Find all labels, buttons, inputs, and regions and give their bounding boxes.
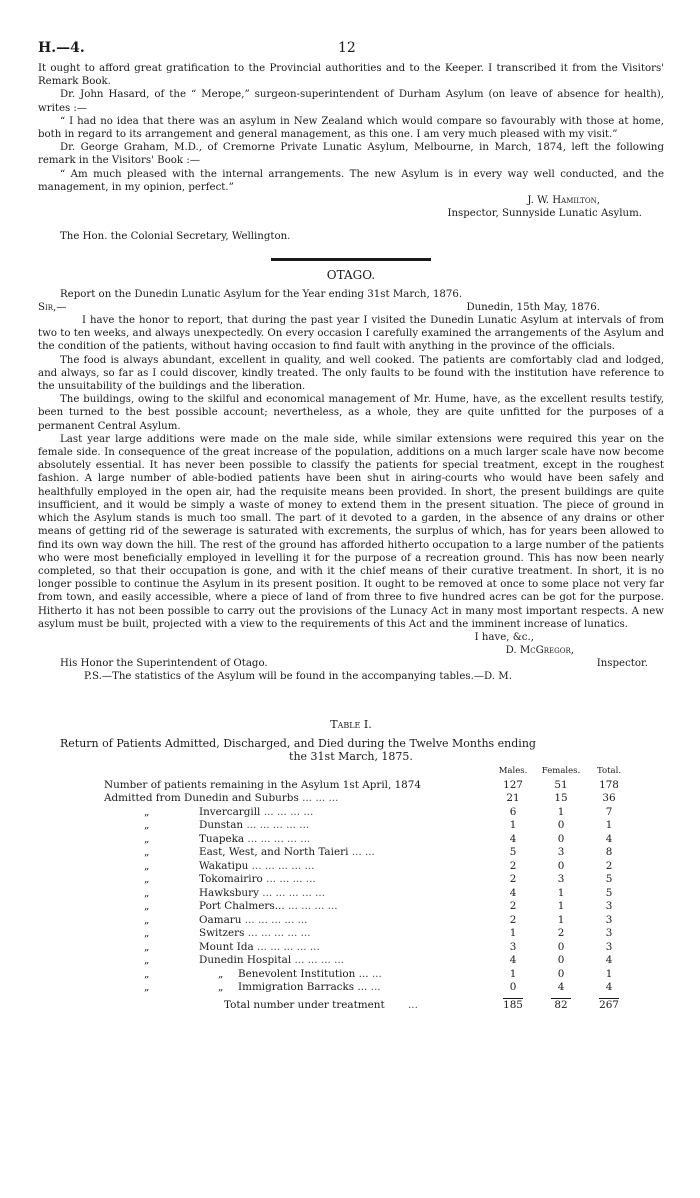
page-header — [38, 42, 664, 62]
cell-total: 8 — [605, 846, 613, 859]
total-label: Total number under treatment — [224, 998, 385, 1011]
signature-title-mcgregor: Inspector. — [596, 658, 648, 670]
row-label: Tuapeka — [199, 832, 245, 845]
leader-dots: ... ... ... ... — [266, 873, 316, 886]
ditto-mark: „ — [144, 819, 150, 832]
cell-females: 1 — [557, 913, 565, 926]
cell-males: 2 — [509, 900, 517, 913]
table-caption-line-1: Return of Patients Admitted, Discharged, and Died during the Twelve Months ending — [60, 736, 536, 750]
cell-females: 1 — [557, 900, 565, 913]
column-header-total: Total. — [596, 766, 622, 777]
signature-name-mcgregor: D. McGregor, — [505, 645, 574, 657]
ditto-mark: „ — [144, 967, 150, 980]
ditto-mark: „ — [144, 954, 150, 967]
cell-total: 2 — [605, 859, 613, 872]
cell-total: 3 — [605, 940, 613, 953]
salutation: Sir,— — [38, 302, 67, 314]
ditto-mark: „ — [144, 913, 150, 926]
cell-males: 127 — [503, 778, 523, 791]
report-title: Report on the Dunedin Lunatic Asylum for the Year ending 31st March, 1876. — [60, 288, 463, 300]
leader-dots: ... ... ... ... ... — [247, 832, 311, 845]
leader-dots: ... — [371, 967, 382, 980]
report-paragraph-4: Last year large additions were made on the male side, while similar extensions were required this year on the female side. In consequence of the great increase of the population, additions on a much larger scale have now become absolutely essential. It has never been possible to classify the patients for special treatment, except in the roughest fashion. A large number of able-bodied patients have been shut in airing-courts who would have been safely and healthfully employed in the open air, had the requisite means been provided. In short, the present buildings are quite insufficient, and it would be simply a waste of money to extend them in the present situation. The piece of ground in which the Asylum stands is much too small. The part of it devoted to a garden, in the absence of any drains or other means of getting rid of the sewerage is saturated with excrements, the surplus of which, has for years been allowed to find its own way down the hill. The rest of the ground has afforded hitherto occupation to a large number of the patients who were most beneficially employed in levelling it for the purpose of a recreation ground. This has now been nearly completed, so that their occupation is gone, and with it the chief means of their curative treatment. In short, it is no longer possible to continue the Asylum in its present position. It ought to be removed at once to some place not very far from town, and easily accessible, where a piece of land of from three to five hundred acres can be got for the purpose. Hitherto it has not been possible to carry out the provisions of the Lunacy Act in many most important respects. A new asylum must be built, projected with a view to the requirements of this Act and the imminent increase of lunatics. — [38, 433, 664, 630]
row-label: Switzers — [199, 927, 245, 940]
cell-total: 178 — [599, 778, 619, 791]
cell-females: 15 — [554, 792, 568, 805]
cell-total: 5 — [605, 873, 613, 886]
intro-paragraph-2: Dr. John Hasard, of the “ Merope,” surgeon-superintendent of Durham Asylum (on leave of absence for health), writes :— — [38, 89, 664, 114]
total-males: 185 — [503, 998, 523, 1011]
leader-dots: ... ... — [351, 846, 375, 859]
cell-females: 0 — [557, 832, 565, 845]
cell-total: 36 — [602, 792, 616, 805]
row-label: Hawksbury — [199, 886, 259, 899]
total-females: 82 — [554, 998, 568, 1011]
cell-females: 0 — [557, 819, 565, 832]
returns-table — [104, 765, 633, 1012]
cell-females: 1 — [557, 805, 565, 818]
signature-name-hamilton: J. W. Hamilton, — [527, 195, 600, 207]
ditto-mark: „ — [144, 805, 150, 818]
cell-females: 2 — [557, 927, 565, 940]
cell-males: 4 — [509, 954, 517, 967]
row-label: Dunstan — [199, 819, 244, 832]
column-header-females: Females. — [541, 766, 581, 777]
cell-total: 1 — [605, 819, 613, 832]
row-label: Oamaru — [199, 913, 242, 926]
cell-total: 3 — [605, 927, 613, 940]
table-row — [104, 968, 633, 982]
addressee-line — [38, 657, 664, 670]
ditto-mark: „ — [144, 859, 150, 872]
table-row — [104, 792, 633, 806]
table-row — [104, 914, 633, 928]
report-paragraph-2: The food is always abundant, excellent in quality, and well cooked. The patients are comfortably clad and lodged, and always, so far as I could discover, kindly treated. The only faults to be found with the institution have reference to the unsuitability of the buildings and the liberation. — [38, 354, 664, 393]
table-row — [104, 954, 633, 968]
row-label: Benevolent Institution ... — [238, 967, 369, 980]
place-date: Dunedin, 15th May, 1876. — [466, 302, 600, 314]
cell-females: 0 — [557, 954, 565, 967]
cell-total: 4 — [605, 832, 613, 845]
leader-dots: ... ... ... ... ... — [257, 940, 320, 953]
cell-total: 4 — [605, 981, 613, 994]
postscript: P.S.—The statistics of the Asylum will be found in the accompanying tables.—D. M. — [84, 671, 512, 683]
table-row — [104, 873, 633, 887]
leader-dots: ... ... ... ... — [294, 954, 345, 967]
table-row — [104, 833, 633, 847]
cell-total: 3 — [605, 900, 613, 913]
intro-quote-2: “ Am much pleased with the internal arrangements. The new Asylum is in every way well conducted, and the management, in my opinion, perfect.” — [38, 168, 664, 193]
cell-males: 2 — [509, 913, 517, 926]
ditto-mark: „ — [144, 873, 150, 886]
intro-quote-1: “ I had no idea that there was an asylum in New Zealand which would compare so favourably with those at home, both in regard to its arrangement and general management, as this one. I am very much pleased with my visit.” — [38, 115, 664, 141]
cell-males: 4 — [509, 886, 517, 899]
cell-total: 3 — [605, 913, 613, 926]
leader-dots: ... — [407, 998, 418, 1011]
leader-dots: ... — [370, 981, 381, 994]
cell-total: 1 — [605, 967, 613, 980]
intro-paragraph-3: Dr. George Graham, M.D., of Cremorne Private Lunatic Asylum, Melbourne, in March, 1874, left the following remark in the Visitors' Book :— — [38, 142, 664, 167]
ditto-mark: „ — [144, 940, 150, 953]
cell-females: 51 — [554, 778, 568, 791]
leader-dots: ... ... ... ... ... — [262, 886, 326, 899]
cell-males: 2 — [509, 873, 517, 886]
cell-females: 0 — [557, 859, 565, 872]
addressee-superintendent: His Honor the Superintendent of Otago. — [60, 658, 268, 670]
row-label: Number of patients remaining in the Asylum 1st April, 1874 — [104, 778, 422, 791]
table-row — [104, 887, 633, 901]
cell-males: 3 — [509, 940, 517, 953]
leader-dots: ... ... ... ... ... — [244, 913, 308, 926]
section-divider — [271, 258, 431, 261]
document-page — [38, 42, 664, 1012]
cell-total: 7 — [605, 805, 613, 818]
table-header-row — [104, 765, 633, 779]
ditto-mark: „ — [144, 846, 150, 859]
salutation-line — [38, 301, 664, 314]
page-number: 12 — [338, 40, 356, 56]
table-row — [104, 927, 633, 941]
cell-females: 4 — [557, 981, 565, 994]
table-row — [104, 981, 633, 995]
section-heading-otago: OTAGO. — [326, 267, 376, 282]
ditto-mark: „ — [144, 927, 150, 940]
table-row — [104, 819, 633, 833]
addressee-colonial-secretary: The Hon. the Colonial Secretary, Wellington. — [60, 231, 291, 243]
cell-females: 1 — [557, 886, 565, 899]
leader-dots: ... ... ... ... ... — [246, 819, 310, 832]
cell-males: 1 — [509, 967, 517, 980]
cell-males: 0 — [509, 981, 517, 994]
signature-title-hamilton: Inspector, Sunnyside Lunatic Asylum. — [447, 208, 642, 220]
table-row — [104, 846, 633, 860]
cell-total: 5 — [605, 886, 613, 899]
table-title: Table I. — [330, 717, 372, 731]
table-row — [104, 779, 633, 793]
cell-females: 3 — [557, 873, 565, 886]
row-label: Dunedin Hospital — [199, 954, 292, 967]
leader-dots: ... ... ... ... ... — [251, 859, 315, 872]
cell-females: 3 — [557, 846, 565, 859]
table-row — [104, 900, 633, 914]
cell-females: 0 — [557, 940, 565, 953]
total-total: 267 — [599, 998, 619, 1011]
cell-males: 6 — [509, 805, 517, 818]
table-total-row — [104, 999, 633, 1013]
intro-paragraph-1: It ought to afford great gratification to the Provincial authorities and to the Keeper. I transcribed it from the Visitors' Remark Book. — [38, 63, 664, 88]
row-label: Invercargill — [199, 805, 261, 818]
leader-dots: ... ... ... — [302, 792, 339, 805]
cell-males: 1 — [509, 927, 517, 940]
document-reference: H.—4. — [38, 40, 85, 56]
ditto-mark: „ — [144, 886, 150, 899]
row-label: Wakatipu — [199, 859, 249, 872]
cell-females: 0 — [557, 967, 565, 980]
row-label: Tokomairiro — [199, 873, 263, 886]
row-label: Port Chalmers... — [199, 900, 285, 913]
closing: I have, &c., — [474, 631, 534, 643]
leader-dots: ... ... ... ... ... — [247, 927, 311, 940]
cell-total: 4 — [605, 954, 613, 967]
ditto-mark: „ — [144, 832, 150, 845]
ditto-mark: „ — [144, 981, 150, 994]
cell-males: 2 — [509, 859, 517, 872]
table-row — [104, 860, 633, 874]
cell-males: 5 — [509, 846, 517, 859]
ditto-mark: „ — [144, 900, 150, 913]
table-caption-line-2: the 31st March, 1875. — [289, 749, 413, 763]
ditto-mark: „ — [218, 967, 224, 980]
table-row — [104, 941, 633, 955]
cell-males: 4 — [509, 832, 517, 845]
cell-males: 1 — [509, 819, 517, 832]
leader-dots: ... ... ... ... — [263, 805, 314, 818]
row-label: Admitted from Dunedin and Suburbs — [104, 792, 299, 805]
cell-males: 21 — [506, 792, 520, 805]
report-paragraph-3: The buildings, owing to the skilful and economical management of Mr. Hume, have, as the excellent results testify, been turned to the best possible account; nevertheless, as a whole, they are quite unfitted for the purposes of a permanent Central Asylum. — [38, 394, 664, 432]
ditto-mark: „ — [218, 981, 224, 994]
leader-dots: ... ... ... ... — [287, 900, 338, 913]
row-label: East, West, and North Taieri — [199, 846, 349, 859]
row-label: Mount Ida — [199, 940, 254, 953]
report-paragraph-1: I have the honor to report, that during the past year I visited the Dunedin Lunatic Asylum at intervals of from two to ten weeks, and always unexpectedly. On every occasion I carefully examined the arrangements of the Asylum and the condition of the patients, without having occasion to find fault with anything in the province of the officials. — [38, 315, 664, 353]
table-row — [104, 806, 633, 820]
column-header-males: Males. — [498, 766, 528, 777]
row-label: Immigration Barracks ... — [238, 981, 368, 994]
